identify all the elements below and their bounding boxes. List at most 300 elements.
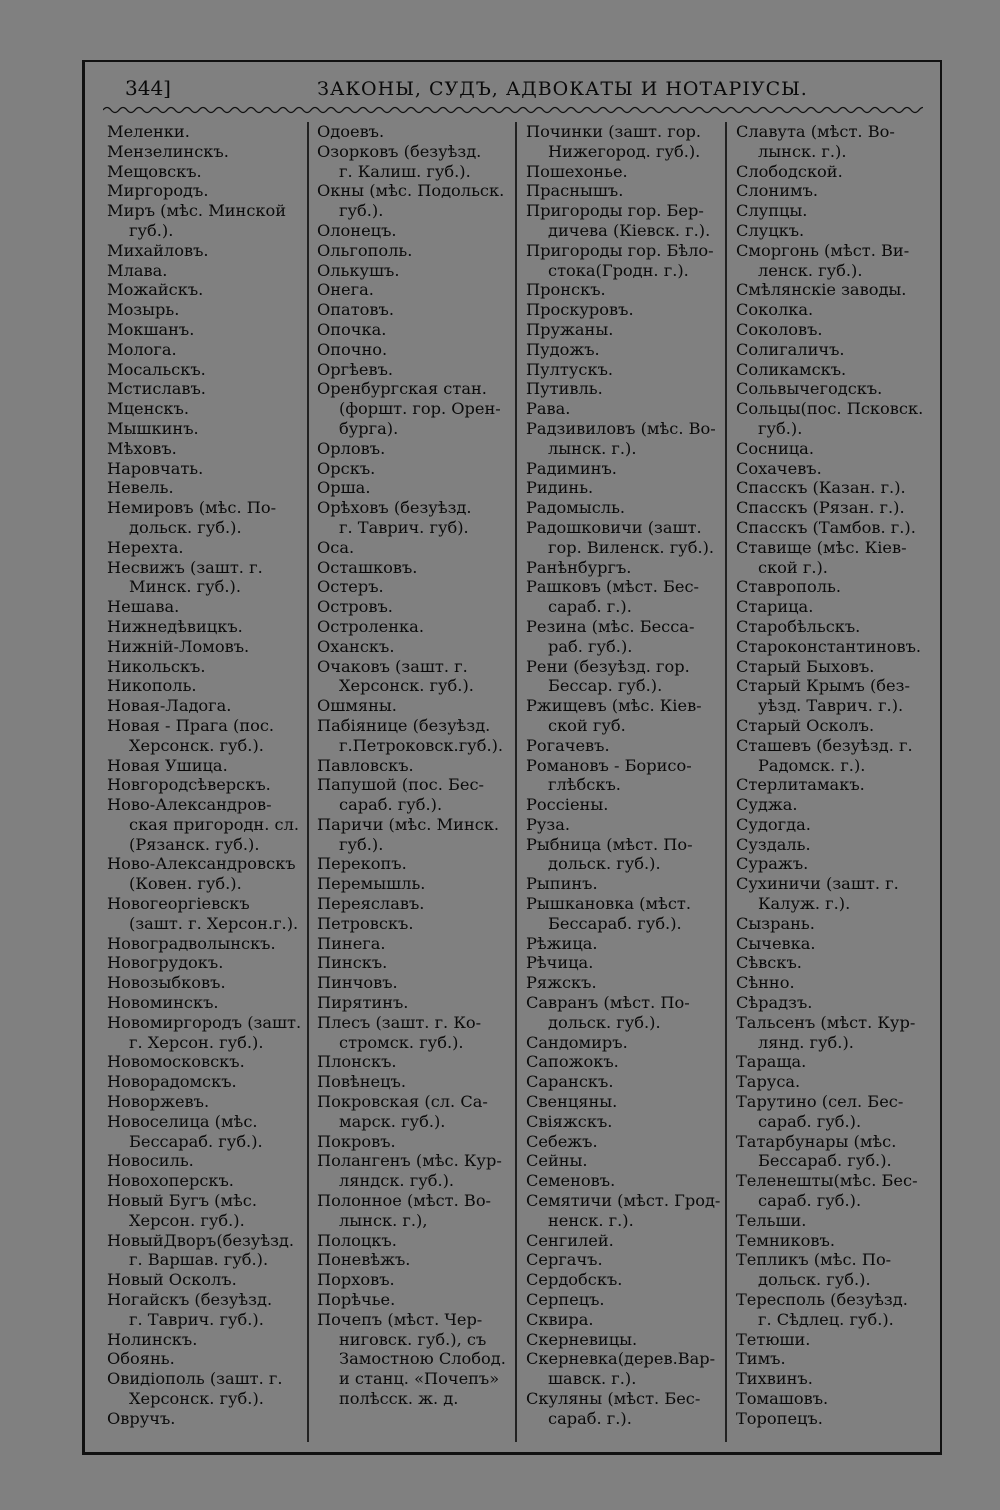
index-entry (317, 241, 517, 261)
entry-name: Олькушъ. (317, 260, 400, 280)
entry-name: Остеръ. (317, 577, 384, 597)
entry-name: Свенцяны. (526, 1092, 618, 1112)
entry-name: Поневѣжъ. (317, 1250, 411, 1270)
entry-name: Саранскъ. (526, 1072, 614, 1092)
index-entry (526, 1092, 726, 1112)
index-entry (107, 261, 307, 281)
entry-name: Миръ (мѣс. Минской (107, 201, 287, 221)
entry-name: Онега. (317, 280, 374, 300)
index-entry (526, 280, 726, 300)
entry-name: Соликамскъ. (736, 359, 847, 379)
entry-name: Орловъ. (317, 438, 386, 458)
entry-name: Мещовскъ. (107, 161, 202, 181)
entry-name: Можайскъ. (107, 280, 204, 300)
index-entry (317, 914, 517, 934)
index-entry (526, 1270, 726, 1290)
entry-continuation: Херсон. губ.). (129, 1210, 245, 1230)
entry-name: Ставище (мѣс. Кіев- (736, 537, 907, 557)
entry-name: Ставрополь. (736, 577, 841, 597)
entry-name: Почепъ (мѣст. Чер- (317, 1309, 483, 1329)
index-entry (736, 657, 936, 677)
entry-name: Сейны. (526, 1151, 588, 1171)
entry-name: Новоминскъ. (107, 993, 219, 1013)
entry-continuation: ниговск. губ.), съ (339, 1329, 487, 1349)
entry-continuation: губ.). (339, 201, 384, 221)
index-entry (107, 538, 307, 558)
index-entry (736, 181, 936, 201)
entry-name: Пружаны. (526, 319, 614, 339)
entry-name: Опатовъ. (317, 300, 394, 320)
entry-name: Новоржевъ. (107, 1092, 210, 1112)
index-entry (317, 1310, 517, 1409)
entry-continuation: марск. губ.). (339, 1111, 446, 1131)
index-entry (526, 1290, 726, 1310)
entry-name: Себежъ. (526, 1131, 598, 1151)
entry-name: Покровъ. (317, 1131, 396, 1151)
entry-continuation: г. Таврич. губ). (339, 517, 469, 537)
entry-name: Новомиргородъ (зашт. (107, 1012, 302, 1032)
entry-continuation: г. Калиш. губ.). (339, 161, 471, 181)
entry-name: Резина (мѣс. Бесса- (526, 616, 695, 636)
entry-continuation: Херсонск. губ.). (129, 735, 264, 755)
entry-continuation: Нижегород. губ.). (548, 141, 701, 161)
entry-continuation: дольск. губ.). (129, 517, 242, 537)
entry-name: Орша. (317, 478, 371, 498)
entry-name: Сергачъ. (526, 1250, 603, 1270)
entry-name: Оса. (317, 537, 355, 557)
index-entry (736, 617, 936, 637)
index-entry (107, 597, 307, 617)
entry-name: Плонскъ. (317, 1052, 397, 1072)
index-entry (526, 617, 726, 657)
index-entry (317, 498, 517, 538)
index-entry (107, 459, 307, 479)
entry-name: Радомысль. (526, 498, 626, 518)
entry-name: Ново-Александровскъ (107, 854, 296, 874)
entry-name: Молога. (107, 339, 177, 359)
index-entry (107, 379, 307, 399)
index-entry (736, 1231, 936, 1251)
entry-continuation: (Ковен. губ.). (129, 874, 242, 894)
index-entry (526, 1191, 726, 1231)
entry-name: Солигаличъ. (736, 339, 845, 359)
entry-name: Таруса. (736, 1072, 801, 1092)
index-entry (526, 1072, 726, 1092)
entry-name: Сандомиръ. (526, 1032, 628, 1052)
entry-name: Повѣнецъ. (317, 1072, 406, 1092)
entry-name: НовыйДворъ(безуѣзд. (107, 1230, 295, 1250)
index-entry (736, 637, 936, 657)
index-entry (317, 716, 517, 756)
index-entry (107, 280, 307, 300)
entry-name: Мокшанъ. (107, 319, 195, 339)
entry-name: Славута (мѣст. Во- (736, 122, 895, 141)
entry-continuation: г. Сѣдлец. губ.). (758, 1309, 894, 1329)
entry-continuation: ленск. губ.). (758, 260, 863, 280)
entry-continuation: (форшт. гор. Орен- (339, 399, 501, 419)
index-entry (526, 815, 726, 835)
index-entry (736, 320, 936, 340)
entry-name: Мценскъ. (107, 399, 189, 419)
entry-continuation: сараб. г.). (548, 1408, 632, 1428)
entry-name: Тепликъ (мѣс. По- (736, 1250, 892, 1270)
entry-name: Серпецъ. (526, 1290, 605, 1310)
entry-name: Судогда. (736, 814, 811, 834)
entry-continuation: дольск. губ.). (548, 1012, 661, 1032)
index-entry (526, 459, 726, 479)
index-entry (317, 122, 517, 142)
entry-name: Савранъ (мѣст. По- (526, 993, 690, 1013)
index-entry (736, 379, 936, 399)
index-entry (317, 558, 517, 578)
entry-name: Спасскъ (Тамбов. г.). (736, 517, 916, 537)
entry-name: Сѣрадзъ. (736, 993, 813, 1013)
entry-continuation: уѣзд. Таврич. г.). (758, 696, 904, 716)
entry-name: Мосальскъ. (107, 359, 206, 379)
entry-continuation: сараб. губ.). (758, 1111, 862, 1131)
index-entry (317, 1191, 517, 1231)
entry-name: Ошмяны. (317, 696, 397, 716)
index-entry (736, 201, 936, 221)
entry-name: Оханскъ. (317, 636, 395, 656)
index-entry (317, 300, 517, 320)
index-entry (526, 894, 726, 934)
entry-name: Млава. (107, 260, 168, 280)
entry-name: Староконстантиновъ. (736, 636, 922, 656)
index-entry (317, 1072, 517, 1092)
entry-name: Остроленка. (317, 616, 424, 636)
entry-continuation: дольск. губ.). (758, 1270, 871, 1290)
entry-continuation: ской г.). (758, 557, 828, 577)
index-entry (107, 1112, 307, 1152)
entry-name: Ольгополь. (317, 240, 413, 260)
index-entry (736, 1092, 936, 1132)
entry-name: Овручъ. (107, 1408, 176, 1428)
entry-name: Пинега. (317, 933, 386, 953)
index-entry (317, 1132, 517, 1152)
index-entry (736, 795, 936, 815)
index-entry (736, 973, 936, 993)
index-entry (317, 775, 517, 815)
index-entry (107, 894, 307, 934)
entry-name: Пронскъ. (526, 280, 606, 300)
index-entry (107, 558, 307, 598)
index-entry (317, 973, 517, 993)
entry-name: Сольвычегодскъ. (736, 379, 883, 399)
index-entry (317, 1092, 517, 1132)
entry-name: Сенгилей. (526, 1230, 614, 1250)
entry-name: Нерехта. (107, 537, 184, 557)
index-entry (526, 1349, 726, 1389)
index-entry (526, 1231, 726, 1251)
index-entry (317, 637, 517, 657)
entry-name: Ранѣнбургъ. (526, 557, 632, 577)
entry-name: Папушой (пос. Бес- (317, 775, 485, 795)
index-entry (526, 993, 726, 1033)
index-entry (317, 1290, 517, 1310)
entry-name: Рѣжица. (526, 933, 598, 953)
entry-name: Старый Быховъ. (736, 656, 875, 676)
entry-name: Мозырь. (107, 300, 180, 320)
index-entry (736, 1171, 936, 1211)
entry-name: Старый Осколъ. (736, 715, 875, 735)
entry-name: Новозыбковъ. (107, 973, 226, 993)
entry-continuation: лынск. г.). (548, 438, 637, 458)
entry-name: Сапожокъ. (526, 1052, 619, 1072)
index-entry (736, 122, 936, 162)
entry-continuation: Бессараб. губ.). (548, 913, 682, 933)
entry-continuation: Херсонск. губ.). (339, 676, 474, 696)
entry-continuation: бурга). (339, 418, 399, 438)
entry-name: Орѣховъ (безуѣзд. (317, 498, 472, 518)
entry-name: Павловскъ. (317, 755, 414, 775)
entry-name: Порѣчье. (317, 1290, 396, 1310)
index-entry (107, 142, 307, 162)
entry-name: Орскъ. (317, 458, 376, 478)
page-number: 344] (125, 76, 171, 100)
index-entry (526, 1310, 726, 1330)
entry-name: Новая-Ладога. (107, 696, 232, 716)
entry-name: Проскуровъ. (526, 300, 634, 320)
entry-name: Олонецъ. (317, 220, 397, 240)
index-entry (736, 1013, 936, 1053)
entry-name: Петровскъ. (317, 913, 414, 933)
index-entry (526, 241, 726, 281)
entry-name: Тетюши. (736, 1329, 811, 1349)
index-entry (317, 993, 517, 1013)
index-entry (736, 775, 936, 795)
entry-name: Оргѣевъ. (317, 359, 394, 379)
entry-continuation: стока(Гродн. г.). (548, 260, 689, 280)
entry-name: Нижній-Ломовъ. (107, 636, 250, 656)
entry-name: Ново-Александров- (107, 795, 272, 815)
index-entry (107, 1013, 307, 1053)
index-entry (317, 340, 517, 360)
entry-continuation: Радомск. г.). (758, 755, 866, 775)
entry-name: Никольскъ. (107, 656, 206, 676)
index-entry (317, 934, 517, 954)
index-entry (736, 360, 936, 380)
entry-name: Никополь. (107, 676, 197, 696)
index-entry (736, 874, 936, 914)
entry-name: Паричи (мѣс. Минск. (317, 814, 500, 834)
entry-name: Оренбургская стан. (317, 379, 487, 399)
entry-continuation: ненск. г.). (548, 1210, 634, 1230)
entry-name: Пабіяницe (безуѣзд. (317, 715, 491, 735)
page-header (85, 76, 940, 106)
entry-name: Сычевка. (736, 933, 816, 953)
index-entry (107, 1330, 307, 1350)
entry-name: Нолинскъ. (107, 1329, 198, 1349)
entry-name: Рава. (526, 399, 571, 419)
index-entry (107, 241, 307, 261)
entry-name: Сквира. (526, 1309, 594, 1329)
index-entry (736, 716, 936, 736)
entry-name: Соколовъ. (736, 319, 823, 339)
index-entry (736, 1072, 936, 1092)
entry-name: Новосиль. (107, 1151, 194, 1171)
column-2 (317, 122, 517, 1409)
index-entry (317, 538, 517, 558)
entry-continuation: дичева (Кіевск. г.). (548, 220, 711, 240)
index-entry (317, 577, 517, 597)
entry-name: Татарбунары (мѣс. (736, 1131, 897, 1151)
entry-name: Сохачевъ. (736, 458, 822, 478)
entry-name: Путивль. (526, 379, 603, 399)
entry-name: Скерневка(дерев.Вар- (526, 1349, 716, 1369)
index-entry (107, 320, 307, 340)
entry-name: Смѣлянскіе заводы. (736, 280, 907, 300)
index-entry (526, 1389, 726, 1429)
entry-continuation: г. Таврич. губ.). (129, 1309, 264, 1329)
entry-name: Радиминъ. (526, 458, 617, 478)
index-entry (736, 934, 936, 954)
index-entry (107, 1369, 307, 1409)
index-entry (526, 835, 726, 875)
entry-name: Пудожъ. (526, 339, 600, 359)
index-entry (317, 478, 517, 498)
index-entry (736, 280, 936, 300)
index-entry (736, 914, 936, 934)
index-entry (317, 1013, 517, 1053)
index-entry (526, 1171, 726, 1191)
index-entry (526, 953, 726, 973)
entry-name: Рыбница (мѣст. По- (526, 834, 693, 854)
entry-name: Новогеоргіевскъ (107, 894, 250, 914)
entry-name: Суражъ. (736, 854, 809, 874)
index-entry (736, 399, 936, 439)
entry-continuation: раб. губ.). (548, 636, 633, 656)
entry-name: Спасскъ (Рязан. г.). (736, 498, 905, 518)
entry-name: Сызрань. (736, 913, 815, 933)
entry-name: Сташевъ (безуѣзд. г. (736, 735, 913, 755)
entry-name: Мензелинскъ. (107, 141, 229, 161)
entry-continuation: г.Петроковск.губ.). (339, 735, 504, 755)
index-entry (526, 399, 726, 419)
entry-name: Тимъ. (736, 1349, 786, 1369)
index-entry (107, 795, 307, 854)
entry-continuation: лынск. г.). (758, 141, 847, 161)
entry-name: Сѣвскъ. (736, 953, 802, 973)
index-entry (317, 142, 517, 182)
running-title: ЗАКОНЫ, СУДЪ, АДВОКАТЫ И НОТАРІУСЫ. (317, 78, 808, 100)
index-entry (526, 162, 726, 182)
index-entry (736, 478, 936, 498)
index-entry (526, 756, 726, 796)
entry-continuation: г. Херсон. губ.). (129, 1032, 264, 1052)
entry-continuation: ская пригородн. сл. (129, 814, 300, 834)
entry-name: Овидіополь (зашт. г. (107, 1369, 283, 1389)
index-entry (107, 1191, 307, 1231)
index-entry (526, 736, 726, 756)
entry-name: Тарутино (сел. Бес- (736, 1092, 904, 1112)
entry-name: Радзивиловъ (мѣс. Во- (526, 418, 716, 438)
entry-name: Рашковъ (мѣст. Бес- (526, 577, 700, 597)
index-entry (317, 439, 517, 459)
entry-name: Новгородсѣверскъ. (107, 775, 271, 795)
entry-name: Мышкинъ. (107, 418, 199, 438)
entry-name: Старица. (736, 597, 814, 617)
index-entry (736, 1250, 936, 1290)
entry-name: Немировъ (мѣс. По- (107, 498, 277, 518)
index-entry (736, 1211, 936, 1231)
index-entry (526, 1052, 726, 1072)
entry-name: Россіены. (526, 795, 609, 815)
index-entry (107, 498, 307, 538)
entry-continuation: Калуж. г.). (758, 894, 851, 914)
index-entry (526, 478, 726, 498)
entry-name: Переяславъ. (317, 894, 425, 914)
index-entry (107, 934, 307, 954)
entry-name: Пултускъ. (526, 359, 614, 379)
index-entry (107, 399, 307, 419)
entry-continuation: полѣсск. ж. д. (339, 1389, 459, 1408)
index-entry (736, 439, 936, 459)
index-entry (526, 320, 726, 340)
entry-name: Романовъ - Борисо- (526, 755, 692, 775)
index-entry (526, 577, 726, 617)
book-page (82, 60, 942, 1455)
index-entry (317, 459, 517, 479)
entry-name: Полоцкъ. (317, 1230, 397, 1250)
index-entry (736, 815, 936, 835)
index-entry (736, 241, 936, 281)
entry-continuation: гор. Виленск. губ.). (548, 537, 715, 557)
index-entry (736, 340, 936, 360)
index-entry (107, 1052, 307, 1072)
entry-name: Невель. (107, 478, 174, 498)
entry-continuation: и станц. «Почепъ» (339, 1369, 500, 1389)
entry-continuation: лынск. г.), (339, 1210, 428, 1230)
entry-name: Пинскъ. (317, 953, 388, 973)
index-entry (526, 874, 726, 894)
entry-name: Ридинь. (526, 478, 594, 498)
entry-name: Тересполь (безуѣзд. (736, 1290, 908, 1310)
entry-name: Скуляны (мѣст. Бес- (526, 1389, 701, 1408)
index-entry (736, 538, 936, 578)
index-entry (736, 221, 936, 241)
entry-name: Пригороды гор. Бер- (526, 201, 704, 221)
entry-name: Рѣчица. (526, 953, 594, 973)
entry-name: Соколка. (736, 300, 814, 320)
index-entry (107, 657, 307, 677)
index-entry (736, 162, 936, 182)
entry-name: Перемышль. (317, 874, 426, 894)
entry-continuation: сараб. губ.). (758, 1191, 862, 1211)
index-entry (526, 360, 726, 380)
entry-name: Теленешты(мѣс. Бес- (736, 1171, 918, 1191)
index-entry (317, 360, 517, 380)
entry-name: Перекопъ. (317, 854, 407, 874)
index-entry (107, 1072, 307, 1092)
entry-name: Темниковъ. (736, 1230, 835, 1250)
index-entry (317, 1250, 517, 1270)
index-entry (317, 280, 517, 300)
entry-name: Островъ. (317, 597, 393, 617)
entry-continuation: сараб. губ.). (339, 795, 443, 815)
index-entry (736, 577, 936, 597)
entry-name: Торопецъ. (736, 1408, 823, 1428)
index-entry (317, 1151, 517, 1191)
entry-name: Таращa. (736, 1052, 807, 1072)
column-4 (736, 122, 936, 1429)
entry-name: Пинчовъ. (317, 973, 398, 993)
entry-name: Плесъ (зашт. г. Ко- (317, 1012, 482, 1032)
entry-name: Рыпинъ. (526, 874, 598, 894)
column-3 (526, 122, 726, 1429)
index-entry (107, 1092, 307, 1112)
index-entry (317, 597, 517, 617)
